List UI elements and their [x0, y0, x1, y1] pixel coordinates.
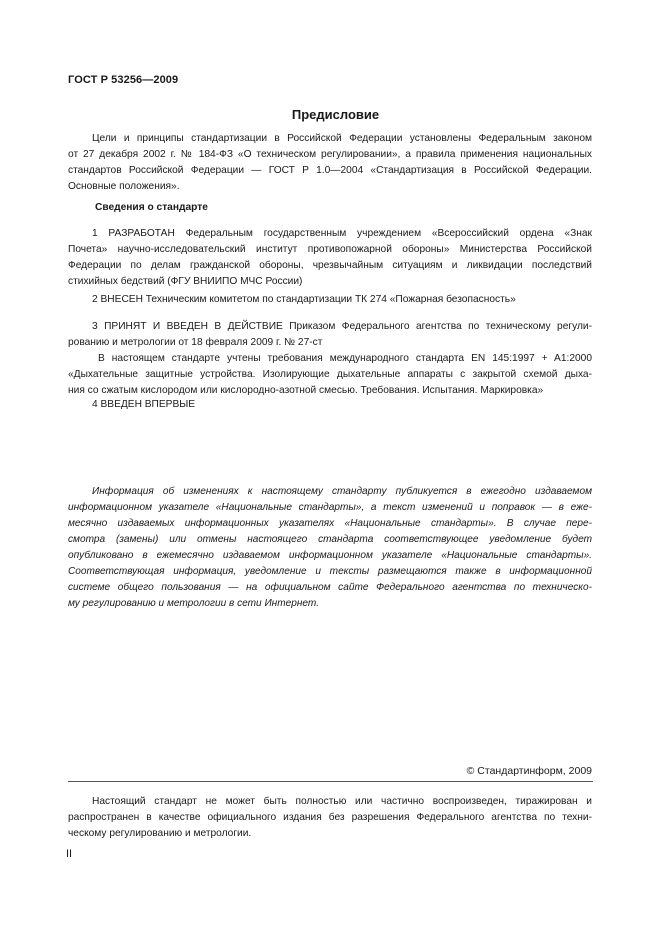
copyright: © Стандартинформ, 2009	[466, 765, 592, 777]
item-3-line: 3 ПРИНЯТ И ВВЕДЕН В ДЕЙСТВИЕ Приказом Федерального агентства по техническому регули-	[92, 321, 592, 332]
reproduction-paragraph	[68, 794, 592, 842]
reproduction-line: ческому регулированию и метрологии.	[68, 828, 252, 839]
notice-line: му регулированию и метрологии в сети Интернет.	[68, 598, 320, 609]
notice-line: месячно издаваемых информационных указателях «Национальные стандарты». В случае пере-	[68, 518, 592, 529]
item-2	[68, 292, 592, 308]
item-3-line: ния со сжатым кислородом или кислородно-азотной смесью. Требования. Испытания. Маркировка»	[68, 385, 544, 396]
intro-line: от 27 декабря 2002 г. № 184-ФЗ «О техническом регулировании», а правила применения национальных	[68, 149, 592, 160]
document-code: ГОСТ Р 53256—2009	[68, 74, 179, 86]
intro-paragraph	[68, 131, 592, 195]
notice-line: Информация об изменениях к настоящему стандарту публикуется в ежегодно издаваемом	[92, 486, 592, 497]
notice-line: системе общего пользования — на официальном сайте Федерального агентства по техническо-	[68, 582, 592, 593]
notice-line: опубликовано в ежемесячно издаваемом информационном указателе «Национальные стандарты».	[68, 550, 592, 561]
item-3-line: В настоящем стандарте учтены требования международного стандарта EN 145:1997 + A1:2000	[98, 353, 592, 364]
notice-line: Соответствующая информация, уведомление и тексты размещаются также в информационной	[68, 566, 592, 577]
notice-line: информационном указателе «Национальные стандарты», а текст изменений и поправок — в еже-	[68, 502, 592, 513]
item-1	[68, 226, 592, 290]
intro-line: Цели и принципы стандартизации в Российской Федерации установлены Федеральным законом	[92, 133, 592, 144]
item-2-line: 2 ВНЕСЕН Техническим комитетом по стандартизации ТК 274 «Пожарная безопасность»	[92, 294, 516, 305]
item-1-line: 1 РАЗРАБОТАН Федеральным государственным учреждением «Всероссийский ордена «Знак	[92, 228, 592, 239]
item-4	[68, 397, 592, 413]
item-1-line: Почета» научно-исследовательский институт противопожарной обороны» Министерства Российской	[68, 244, 592, 255]
item-4-line: 4 ВВЕДЕН ВПЕРВЫЕ	[92, 399, 196, 410]
item-3-line: «Дыхательные защитные устройства. Изолирующие дыхательные аппараты с закрытой схемой дыха-	[68, 369, 592, 380]
notice-paragraph	[68, 484, 592, 612]
notice-line: смотра (замены) или отмены настоящего стандарта соответствующее уведомление будет	[68, 534, 592, 545]
section-title: Сведения о стандарте	[95, 202, 208, 213]
page-number: II	[66, 848, 73, 860]
divider	[68, 781, 593, 782]
reproduction-line: Настоящий стандарт не может быть полностью или частично воспроизведен, тиражирован и	[92, 796, 592, 807]
intro-line: стандартов Российской Федерации — ГОСТ Р 1.0—2004 «Стандартизация в Российской Федерации.	[68, 165, 592, 176]
item-1-line: стихийных бедствий (ФГУ ВНИИПО МЧС России)	[68, 276, 303, 287]
intro-line: Основные положения».	[68, 181, 180, 192]
preface-title: Предисловие	[291, 107, 380, 122]
item-3-line: рованию и метрологии от 18 февраля 2009 г. № 27-ст	[68, 337, 323, 348]
item-3	[68, 319, 592, 399]
item-1-line: Федерации по делам гражданской обороны, чрезвычайным ситуациям и ликвидации последствий	[68, 260, 592, 271]
reproduction-line: распространен в качестве официального издания без разрешения Федерального агентства по техни-	[68, 812, 592, 823]
